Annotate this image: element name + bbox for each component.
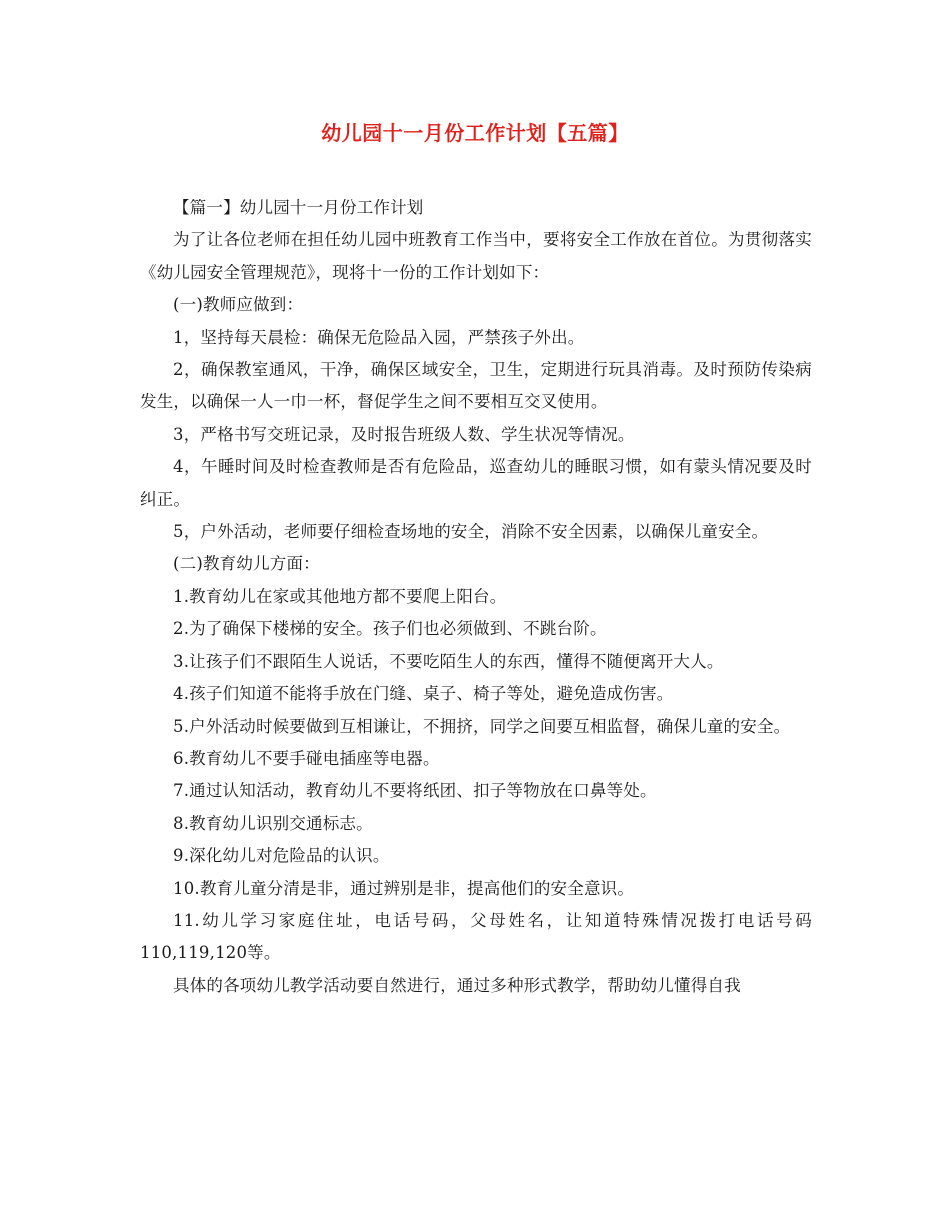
- list-item: 2，确保教室通风，干净，确保区域安全，卫生，定期进行玩具消毒。及时预防传染病发生，以确保一人一巾一杯，督促学生之间不要相互交叉使用。: [140, 360, 812, 412]
- list-item: 1.教育幼儿在家或其他地方都不要爬上阳台。: [173, 586, 507, 606]
- list-item: 6.教育幼儿不要手碰电插座等电器。: [173, 748, 440, 768]
- list-item: 5.户外活动时候要做到互相谦让，不拥挤，同学之间要互相监督，确保儿童的安全。: [173, 716, 791, 736]
- list-item: 10.教育儿童分清是非，通过辨别是非，提高他们的安全意识。: [173, 878, 635, 898]
- list-item: 3，严格书写交班记录，及时报告班级人数、学生状况等情况。: [173, 424, 635, 444]
- list-item: 3.让孩子们不跟陌生人说话，不要吃陌生人的东西，懂得不随便离开大人。: [173, 651, 724, 671]
- list-item: 8.教育幼儿识别交通标志。: [173, 813, 373, 833]
- subsection-heading: (一)教师应做到：: [173, 295, 304, 315]
- subsection-heading: (二)教育幼儿方面：: [173, 554, 320, 574]
- list-item: 7.通过认知活动，教育幼儿不要将纸团、扣子等物放在口鼻等处。: [173, 781, 657, 801]
- section-heading: 【篇一】幼儿园十一月份工作计划: [173, 198, 424, 217]
- paragraph: 具体的各项幼儿教学活动要自然进行，通过多种形式教学，帮助幼儿懂得自我: [173, 975, 741, 995]
- list-item: 4，午睡时间及时检查教师是否有危险品，巡查幼儿的睡眠习惯，如有蒙头情况要及时纠正。: [140, 457, 812, 509]
- list-item: 1，坚持每天晨检：确保无危险品入园，严禁孩子外出。: [173, 327, 585, 347]
- document-body: [140, 192, 812, 1002]
- paragraph: 为了让各位老师在担任幼儿园中班教育工作当中，要将安全工作放在首位。为贯彻落实《幼儿园安全管理规范》，现将十一份的工作计划如下：: [140, 230, 812, 282]
- list-item: 5，户外活动，老师要仔细检查场地的安全，消除不安全因素，以确保儿童安全。: [173, 522, 769, 542]
- list-item: 4.孩子们知道不能将手放在门缝、桌子、椅子等处，避免造成伤害。: [173, 684, 674, 704]
- document-title: 幼儿园十一月份工作计划【五篇】: [321, 121, 629, 145]
- list-item: 2.为了确保下楼梯的安全。孩子们也必须做到、不跳台阶。: [173, 619, 607, 639]
- list-item: 9.深化幼儿对危险品的认识。: [173, 846, 390, 866]
- list-item: 11.幼儿学习家庭住址，电话号码，父母姓名，让知道特殊情况拨打电话号码110,119,120等。: [140, 910, 812, 963]
